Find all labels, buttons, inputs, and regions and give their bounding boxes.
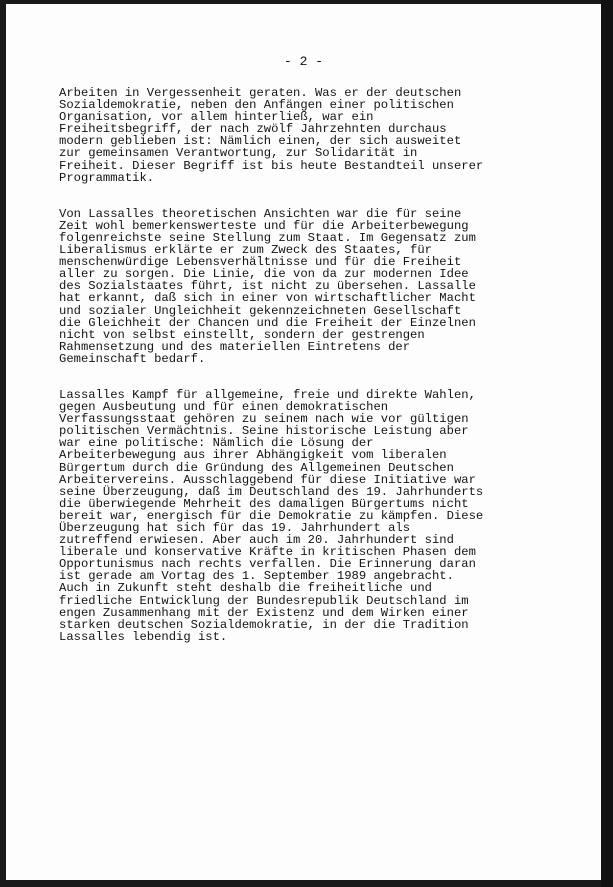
text-line: Arbeitervereins. Ausschlaggebend für diese Initiative war xyxy=(59,472,476,487)
text-line: Sozialdemokratie, neben den Anfängen einer politischen xyxy=(59,98,454,113)
text-line: hat erkannt, daß sich in einer von wirtschaftlicher Macht xyxy=(59,291,476,306)
text-line: Lassalles lebendig ist. xyxy=(59,629,228,644)
paragraph xyxy=(59,87,559,184)
text-line: Überzeugung hat sich für das 19. Jahrhundert als xyxy=(59,521,411,535)
text-line: Gemeinschaft bedarf. xyxy=(59,351,206,366)
text-line: modern geblieben ist: Nämlich einen, der sich ausweitet xyxy=(59,134,462,149)
text-line: Zeit wohl bemerkenswerteste und für die Arbeiterbewegung xyxy=(59,218,469,233)
text-line: Liberalismus erklärte er zum Zweck des Staates, für xyxy=(59,243,432,258)
text-line: menschenwürdige Lebensverhältnisse und für die Freiheit xyxy=(59,255,462,270)
text-line: liberale und konservative Kräfte in kritischen Phasen dem xyxy=(59,545,476,560)
text-line: Freiheit. Dieser Begriff ist bis heute Bestandteil unserer xyxy=(59,158,484,173)
page-number: - 2 - xyxy=(283,54,323,69)
text-line: Arbeiterbewegung aus ihrer Abhängigkeit vom liberalen xyxy=(59,448,447,463)
text-line: gegen Ausbeutung und für einen demokratischen xyxy=(59,400,389,415)
scan-border xyxy=(601,0,613,887)
text-line: Freiheitsbegriff, der nach zwölf Jahrzehnten durchaus xyxy=(59,122,447,137)
document-body xyxy=(59,87,559,667)
text-line: Verfassungsstaat gehören zu seinem nach wie vor gültigen xyxy=(59,412,469,427)
text-line: Programmatik. xyxy=(59,170,155,185)
text-line: politischen Vermächtnis. Seine historische Leistung aber xyxy=(59,424,469,439)
text-line: seine Überzeugung, daß im Deutschland des 19. Jahrhunderts xyxy=(59,484,484,499)
text-line: ist gerade am Vortag des 1. September 1989 angebracht. xyxy=(59,569,454,584)
text-line: des Sozialstaates führt, ist nicht zu übersehen. Lassalle xyxy=(59,279,476,294)
text-line: und sozialer Ungleichheit gekennzeichneten Gesellschaft xyxy=(59,303,462,318)
text-line: aller zu sorgen. Die Linie, die von da zur modernen Idee xyxy=(59,267,469,282)
text-line: Auch in Zukunft steht deshalb die freiheitliche und xyxy=(59,581,432,596)
text-line: Lassalles Kampf für allgemeine, freie und direkte Wahlen, xyxy=(59,387,476,402)
text-line: Opportunismus nach rechts verfallen. Die Erinnerung daran xyxy=(59,557,476,572)
text-line: war eine politische: Nämlich die Lösung der xyxy=(59,436,374,451)
text-line: Arbeiten in Vergessenheit geraten. Was er der deutschen xyxy=(59,86,462,100)
text-line: Rahmensetzung und des materiellen Eintretens der xyxy=(59,339,411,354)
text-line: folgenreichste seine Stellung zum Staat. Im Gegensatz zum xyxy=(59,230,476,245)
text-line: zur gemeinsamen Verantwortung, zur Solidarität in xyxy=(59,146,418,161)
paragraph xyxy=(59,208,559,365)
document-page xyxy=(6,4,601,880)
text-line: nicht von selbst einstellt, sondern der gestrengen xyxy=(59,327,425,342)
text-line: friedliche Entwicklung der Bundesrepublik Deutschland im xyxy=(59,593,469,608)
text-line: die Gleichheit der Chancen und die Freiheit der Einzelnen xyxy=(59,315,476,330)
text-line: zutreffend erwiesen. Aber auch im 20. Jahrhundert sind xyxy=(59,533,454,548)
paragraph xyxy=(59,389,559,643)
text-line: bereit war, energisch für die Demokratie zu kämpfen. Diese xyxy=(59,508,484,523)
text-line: Bürgertum durch die Gründung des Allgemeinen Deutschen xyxy=(59,460,454,475)
text-line: starken deutschen Sozialdemokratie, in der die Tradition xyxy=(59,617,469,632)
text-line: engen Zusammenhang mit der Existenz und dem Wirken einer xyxy=(59,605,469,620)
text-line: Von Lassalles theoretischen Ansichten war die für seine xyxy=(59,206,462,221)
text-line: die überwiegende Mehrheit des damaligen Bürgertums nicht xyxy=(59,496,469,511)
text-line: Organisation, vor allem hinterließ, war ein xyxy=(59,110,374,125)
